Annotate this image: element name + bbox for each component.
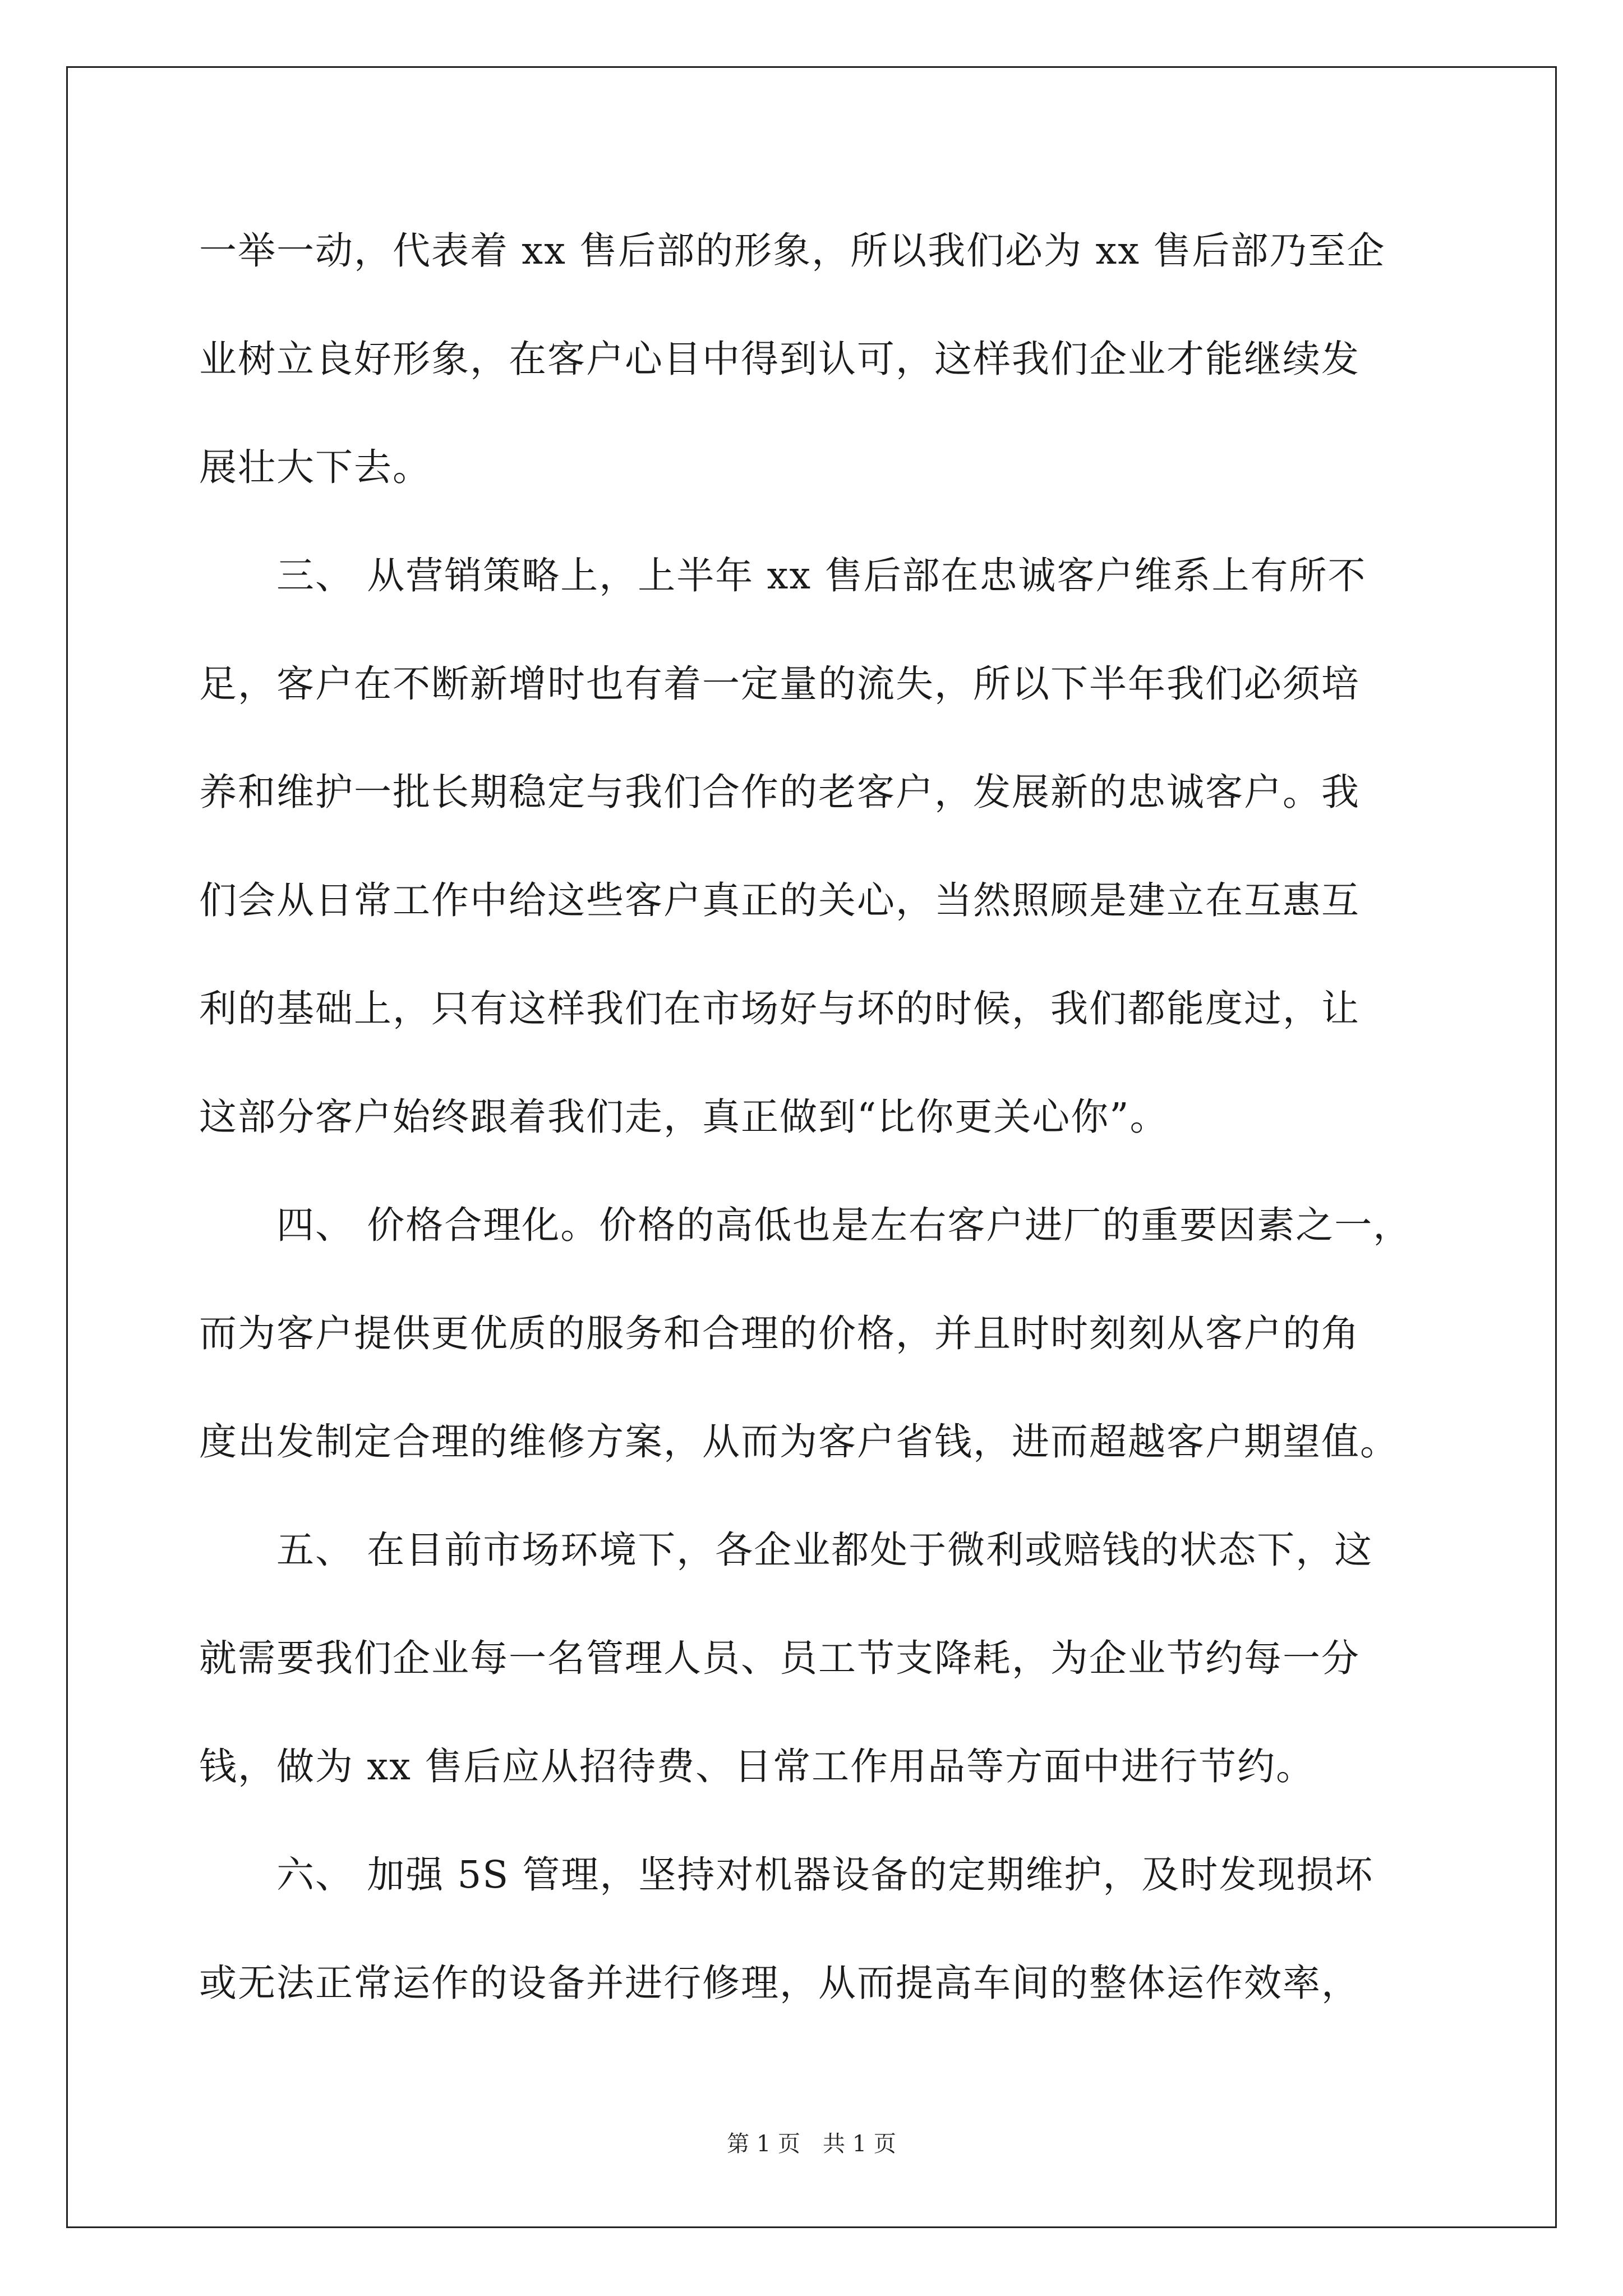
text-line: 六、 加强 5S 管理，坚持对机器设备的定期维护，及时发现损坏 [199, 1853, 1374, 1897]
text-line: 这部分客户始终跟着我们走，真正做到“比你更关心你”。 [199, 1095, 1169, 1139]
text-line: 四、 价格合理化。价格的高低也是左右客户进厂的重要因素之一， [199, 1203, 1412, 1247]
text-line: 展壮大下去。 [199, 445, 431, 489]
text-line: 一举一动，代表着 xx 售后部的形象，所以我们必为 xx 售后部乃至企 [199, 229, 1386, 273]
text-line: 三、 从营销策略上，上半年 xx 售后部在忠诚客户维系上有所不 [199, 554, 1367, 597]
text-line: 足，客户在不断新增时也有着一定量的流失，所以下半年我们必须培 [199, 662, 1360, 706]
text-line: 利的基础上，只有这样我们在市场好与坏的时候，我们都能度过，让 [199, 987, 1360, 1030]
text-line: 业树立良好形象，在客户心目中得到认可，这样我们企业才能继续发 [199, 337, 1360, 381]
text-line: 钱，做为 xx 售后应从招待费、日常工作用品等方面中进行节约。 [199, 1745, 1315, 1788]
page-footer: 第 1 页 共 1 页 [727, 2131, 896, 2157]
text-line: 而为客户提供更优质的服务和合理的价格，并且时时刻刻从客户的角 [199, 1312, 1360, 1355]
text-line: 就需要我们企业每一名管理人员、员工节支降耗，为企业节约每一分 [199, 1636, 1360, 1680]
text-line: 们会从日常工作中给这些客户真正的关心，当然照顾是建立在互惠互 [199, 878, 1360, 922]
text-line: 五、 在目前市场环境下，各企业都处于微利或赔钱的状态下，这 [199, 1528, 1373, 1572]
document-body [199, 220, 1424, 2060]
text-line: 度出发制定合理的维修方案，从而为客户省钱，进而超越客户期望值。 [199, 1420, 1399, 1464]
text-line: 或无法正常运作的设备并进行修理，从而提高车间的整体运作效率， [199, 1961, 1360, 2005]
text-line: 养和维护一批长期稳定与我们合作的老客户，发展新的忠诚客户。我 [199, 770, 1360, 814]
